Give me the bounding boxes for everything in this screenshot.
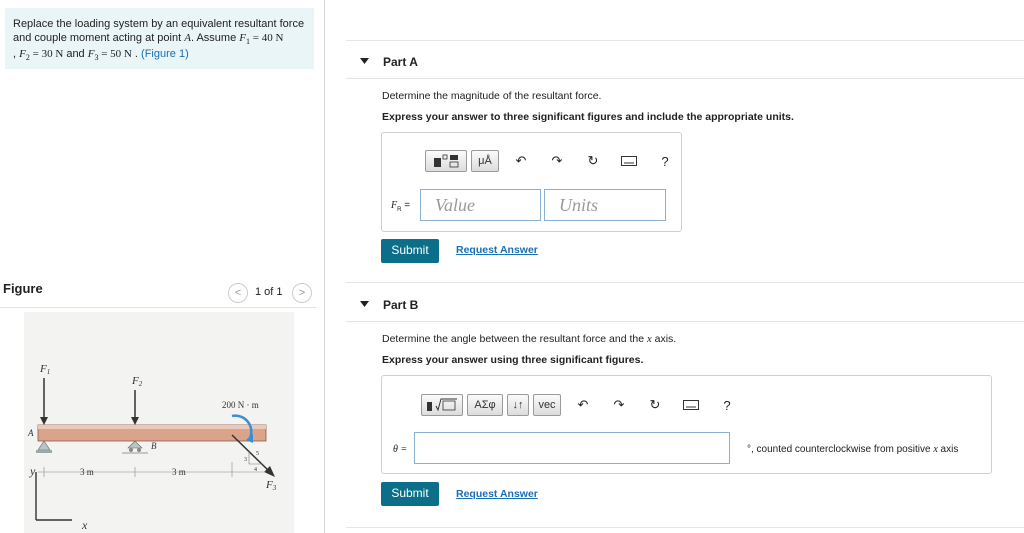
help-icon[interactable]: ? xyxy=(661,153,669,169)
units-symbol-button[interactable]: μÅ xyxy=(471,150,499,172)
problem-line-1: Replace the loading system by an equivalent resultant force xyxy=(13,18,305,30)
vector-button[interactable]: vec xyxy=(533,394,561,416)
part-a-rule xyxy=(346,78,1024,79)
label-point-b: B xyxy=(151,441,157,451)
keyboard-icon[interactable] xyxy=(621,153,637,169)
greek-symbols-button[interactable]: ΑΣφ xyxy=(467,394,503,416)
part-b-instruction: Express your answer using three significant figures. xyxy=(382,354,644,366)
help-icon[interactable]: ? xyxy=(723,397,731,413)
part-b-rule xyxy=(346,321,1024,322)
problem-line-2: and couple moment acting at point A. Assume $F_1 = 40$ N xyxy=(13,31,284,46)
figure-title: Figure xyxy=(3,281,43,296)
angle-input[interactable] xyxy=(414,432,730,464)
beam-highlight xyxy=(38,425,266,429)
label-f2: F2 xyxy=(132,375,143,388)
figure-counter: 1 of 1 xyxy=(255,286,283,298)
figure-background xyxy=(24,312,294,533)
reset-icon[interactable]: ↻ xyxy=(649,397,661,412)
part-a-question: Determine the magnitude of the resultant force. xyxy=(382,90,602,102)
part-b-variable-label: θ = xyxy=(393,444,408,455)
part-a-request-answer-link[interactable]: Request Answer xyxy=(456,244,538,256)
part-b-toggle-icon[interactable] xyxy=(360,300,369,309)
undo-icon[interactable]: ↶ xyxy=(515,153,527,168)
keyboard-icon[interactable] xyxy=(683,397,699,413)
undo-icon[interactable]: ↶ xyxy=(577,397,589,412)
label-axis-y: y xyxy=(30,464,36,478)
label-tri-3: 3 xyxy=(244,457,247,463)
label-dim-1: 3 m xyxy=(80,467,94,477)
templates-sqrt-button[interactable] xyxy=(421,394,463,416)
label-point-a: A xyxy=(28,428,34,438)
label-tri-4: 4 xyxy=(254,467,257,473)
part-b-request-answer-link[interactable]: Request Answer xyxy=(456,488,538,500)
label-tri-5: 5 xyxy=(256,451,259,457)
reset-icon[interactable]: ↻ xyxy=(587,153,599,168)
part-b-title[interactable]: Part B xyxy=(383,298,419,312)
problem-line-3: , $F_2 = 30$ N and $F_3 = 50$ N . (Figure 1) xyxy=(13,48,189,63)
roller-wheel-2 xyxy=(137,448,141,452)
label-f3: F3 xyxy=(266,479,277,492)
angle-suffix: °, counted counterclockwise from positive x axis xyxy=(747,444,959,455)
part-b-bottom-rule xyxy=(346,527,1024,528)
label-f1: F1 xyxy=(40,363,51,376)
panel-divider xyxy=(324,0,325,533)
part-a-instruction: Express your answer to three significant figures and include the appropriate units. xyxy=(382,111,794,123)
templates-button[interactable] xyxy=(425,150,467,172)
part-a-toggle-icon[interactable] xyxy=(360,57,369,66)
part-a-top-rule xyxy=(346,40,1024,41)
value-input[interactable]: Value xyxy=(420,189,541,221)
label-axis-x: x xyxy=(82,518,88,532)
part-b-question: Determine the angle between the resultant force and the x axis. xyxy=(382,333,677,345)
roller-wheel-1 xyxy=(129,448,133,452)
part-b-toolbar xyxy=(421,394,745,416)
figure-next-button[interactable]: > xyxy=(292,283,312,303)
part-b-submit-button[interactable]: Submit xyxy=(381,482,439,506)
part-a-submit-button[interactable]: Submit xyxy=(381,239,439,263)
units-input[interactable]: Units xyxy=(544,189,666,221)
figure-header xyxy=(0,278,316,308)
label-moment: 200 N · m xyxy=(222,400,259,410)
part-b-top-rule xyxy=(346,282,1024,283)
sort-arrows-button[interactable]: ↓↑ xyxy=(507,394,529,416)
redo-icon[interactable]: ↷ xyxy=(551,153,563,168)
problem-statement xyxy=(5,8,314,69)
figure-link[interactable]: (Figure 1) xyxy=(141,48,189,61)
part-a-variable-label: $F_R$ = xyxy=(391,200,411,213)
redo-icon[interactable]: ↷ xyxy=(613,397,625,412)
support-base-a xyxy=(36,450,52,453)
part-a-toolbar xyxy=(425,150,683,172)
label-dim-2: 3 m xyxy=(172,467,186,477)
templates-sqrt-icon xyxy=(425,398,459,412)
figure-diagram xyxy=(0,312,316,533)
part-a-title[interactable]: Part A xyxy=(383,55,418,69)
figure-prev-button[interactable]: < xyxy=(228,283,248,303)
templates-icon xyxy=(431,154,461,168)
